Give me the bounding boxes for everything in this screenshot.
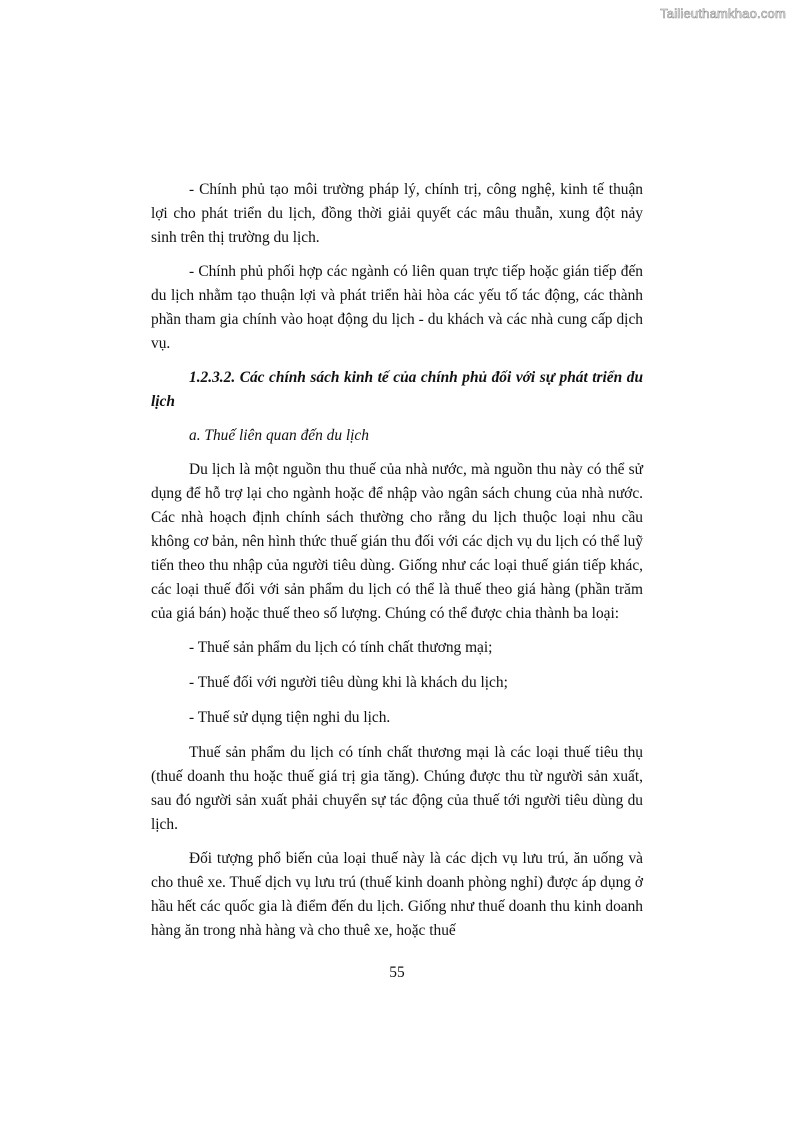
paragraph-tax-objects: Đối tượng phổ biến của loại thuế này là các dịch vụ lưu trú, ăn uống và cho thuê xe. Thuế dịch vụ lưu trú (thuế kinh doanh phòng nghỉ) được áp dụng ở hầu hết các quốc gia là điểm đến du lịch. Giống như thuế doanh thu kinh doanh hàng ăn trong nhà hàng và cho thuê xe, hoặc thuế	[151, 850, 643, 939]
paragraph-government-environment: - Chính phủ tạo môi trường pháp lý, chính trị, công nghệ, kinh tế thuận lợi cho phát triển du lịch, đồng thời giải quyết các mâu thuẫn, xung đột nảy sinh trên thị trường du lịch.	[151, 181, 643, 246]
list-item-tax-type: - Thuế sử dụng tiện nghi du lịch.	[189, 709, 391, 726]
page-body	[151, 178, 643, 953]
section-heading: 1.2.3.2. Các chính sách kinh tế của chính phủ đối với sự phát triển du lịch	[151, 369, 643, 410]
paragraph-government-coordination: - Chính phủ phối hợp các ngành có liên quan trực tiếp hoặc gián tiếp đến du lịch nhằm tạo thuận lợi và phát triển hài hòa các yếu tố tác động, các thành phần tham gia chính vào hoạt động du lịch - du khách và các nhà cung cấp dịch vụ.	[151, 263, 643, 352]
paragraph-tax-intro: Du lịch là một nguồn thu thuế của nhà nước, mà nguồn thu này có thể sử dụng để hỗ trợ lại cho ngành hoặc để nhập vào ngân sách chung của nhà nước. Các nhà hoạch định chính sách thường cho rằng du lịch thuộc loại nhu cầu không cơ bản, nên hình thức thuế gián thu đối với các dịch vụ du lịch có thể luỹ tiến theo thu nhập của người tiêu dùng. Giống như các loại thuế gián tiếp khác, các loại thuế đối với sản phẩm du lịch có thể là thuế theo giá hàng (phần trăm của giá bán) hoặc thuế theo số lượng. Chúng có thể được chia thành ba loại:	[151, 461, 643, 622]
paragraph-commercial-tax: Thuế sản phẩm du lịch có tính chất thương mại là các loại thuế tiêu thụ (thuế doanh thu hoặc thuế giá trị gia tăng). Chúng được thu từ người sản xuất, sau đó người sản xuất phải chuyển sự tác động của thuế tới người tiêu dùng du lịch.	[151, 744, 643, 833]
list-item-tax-type: - Thuế đối với người tiêu dùng khi là khách du lịch;	[189, 674, 508, 691]
list-item-tax-type: - Thuế sản phẩm du lịch có tính chất thương mại;	[189, 639, 493, 656]
watermark-text: Tailieuthamkhao.com	[660, 6, 786, 21]
page-number: 55	[389, 964, 405, 981]
subsection-heading: a. Thuế liên quan đến du lịch	[189, 427, 369, 444]
